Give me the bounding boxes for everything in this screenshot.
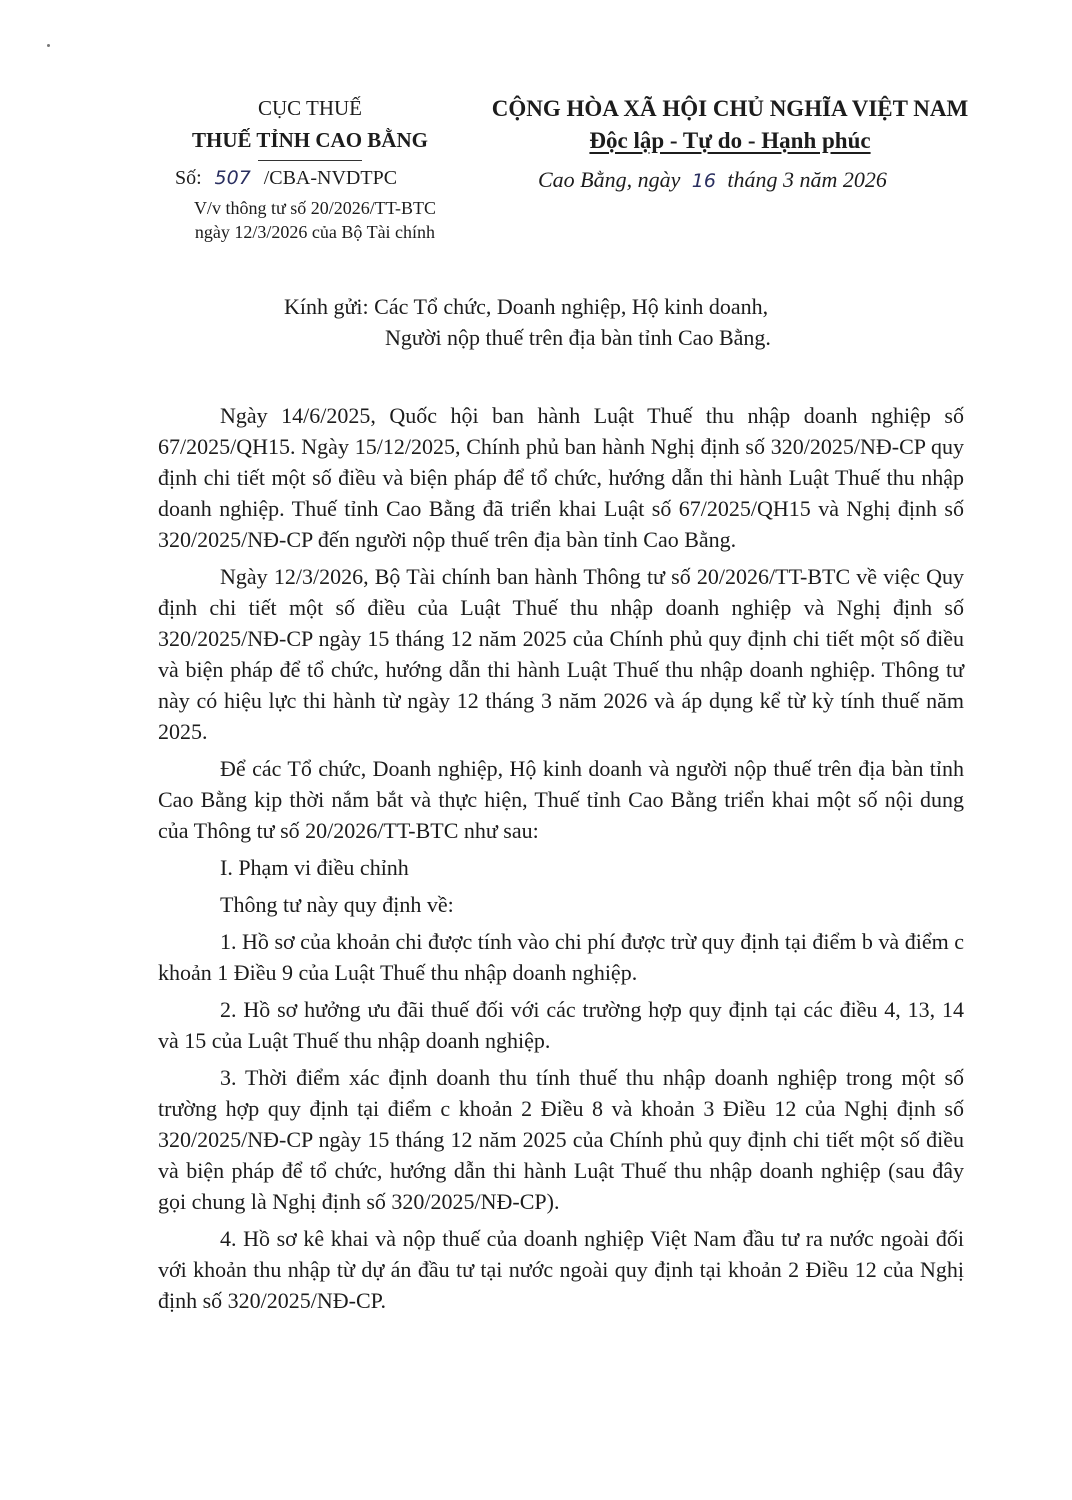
agency-name: THUẾ TỈNH CAO BẰNG <box>192 128 428 152</box>
doc-number-handwritten: 507 <box>214 167 251 189</box>
list-item: 2. Hồ sơ hưởng ưu đãi thuế đối với các trường hợp quy định tại các điều 4, 13, 14 và 15 của Luật Thuế thu nhập doanh nghiệp. <box>158 997 964 1053</box>
date-day-handwritten: 16 <box>691 170 716 192</box>
doc-number-prefix: Số: <box>175 167 202 189</box>
paragraph-1: Ngày 14/6/2025, Quốc hội ban hành Luật Thuế thu nhập doanh nghiệp số 67/2025/QH15. Ngày 15/12/2025, Chính phủ ban hành Nghị định số 320/2025/NĐ-CP quy định chi tiết một số điều và biện pháp để tổ chức, hướng dẫn thi hành Luật Thuế thu nhập doanh nghiệp. Thuế tỉnh Cao Bằng đã triển khai Luật số 67/2025/QH15 và Nghị định số 320/2025/NĐ-CP đến người nộp thuế trên địa bàn tỉnh Cao Bằng. <box>158 403 964 552</box>
scan-speck <box>47 44 50 47</box>
document-body <box>158 400 964 1322</box>
agency-parent: CỤC THUẾ <box>257 96 363 120</box>
subject-line-1: V/v thông tư số 20/2026/TT-BTC <box>193 198 437 218</box>
agency-underline <box>258 160 362 161</box>
paragraph-3: Để các Tổ chức, Doanh nghiệp, Hộ kinh doanh và người nộp thuế trên địa bàn tỉnh Cao Bằng kịp thời nắm bắt và thực hiện, Thuế tỉnh Cao Bằng triển khai một số nội dung của Thông tư số 20/2026/TT-BTC như sau: <box>158 756 964 843</box>
list-item: 1. Hồ sơ của khoản chi được tính vào chi phí được trừ quy định tại điểm b và điểm c khoản 1 Điều 9 của Luật Thuế thu nhập doanh nghiệp. <box>158 929 964 985</box>
issue-date <box>538 167 887 193</box>
document-number <box>175 167 397 190</box>
national-motto: Độc lập - Tự do - Hạnh phúc <box>589 128 871 153</box>
list-item: 3. Thời điểm xác định doanh thu tính thuế thu nhập doanh nghiệp trong một số trường hợp quy định tại điểm c khoản 2 Điều 8 và khoản 3 Điều 12 của Nghị định số 320/2025/NĐ-CP ngày 15 tháng 12 năm 2025 của Chính phủ quy định chi tiết một số điều và biện pháp để tổ chức, hướng dẫn thi hành Luật Thuế thu nhập doanh nghiệp (sau đây gọi chung là Nghị định số 320/2025/NĐ-CP). <box>158 1065 964 1214</box>
state-name: CỘNG HÒA XÃ HỘI CHỦ NGHĨA VIỆT NAM <box>491 96 969 121</box>
section-intro: Thông tư này quy định về: <box>220 892 454 917</box>
subject-line-2: ngày 12/3/2026 của Bộ Tài chính <box>194 222 436 242</box>
paragraph-2: Ngày 12/3/2026, Bộ Tài chính ban hành Thông tư số 20/2026/TT-BTC về việc Quy định chi tiết một số điều của Luật Thuế thu nhập doanh nghiệp và Nghị định số 320/2025/NĐ-CP ngày 15 tháng 12 năm 2025 của Chính phủ quy định chi tiết một số điều và biện pháp để tổ chức, hướng dẫn thi hành Luật Thuế thu nhập doanh nghiệp. Thông tư này có hiệu lực thi hành từ ngày 12 tháng 3 năm 2026 và áp dụng kể từ kỳ tính thuế năm 2025. <box>158 564 964 744</box>
date-prefix: Cao Bằng, ngày <box>538 167 681 192</box>
list-item: 4. Hồ sơ kê khai và nộp thuế của doanh nghiệp Việt Nam đầu tư ra nước ngoài đối với khoản thu nhập từ dự án đầu tư tại nước ngoài quy định tại khoản 2 Điều 12 của Nghị định số 320/2025/NĐ-CP. <box>158 1226 964 1313</box>
date-suffix: tháng 3 năm 2026 <box>727 167 887 192</box>
section-heading: I. Phạm vi điều chỉnh <box>220 855 409 880</box>
recipients-line-1: Kính gửi: Các Tổ chức, Doanh nghiệp, Hộ kinh doanh, <box>284 294 769 319</box>
recipients-line-2: Người nộp thuế trên địa bàn tỉnh Cao Bằng. <box>385 325 771 350</box>
doc-number-suffix: /CBA-NVDTPC <box>263 167 398 189</box>
